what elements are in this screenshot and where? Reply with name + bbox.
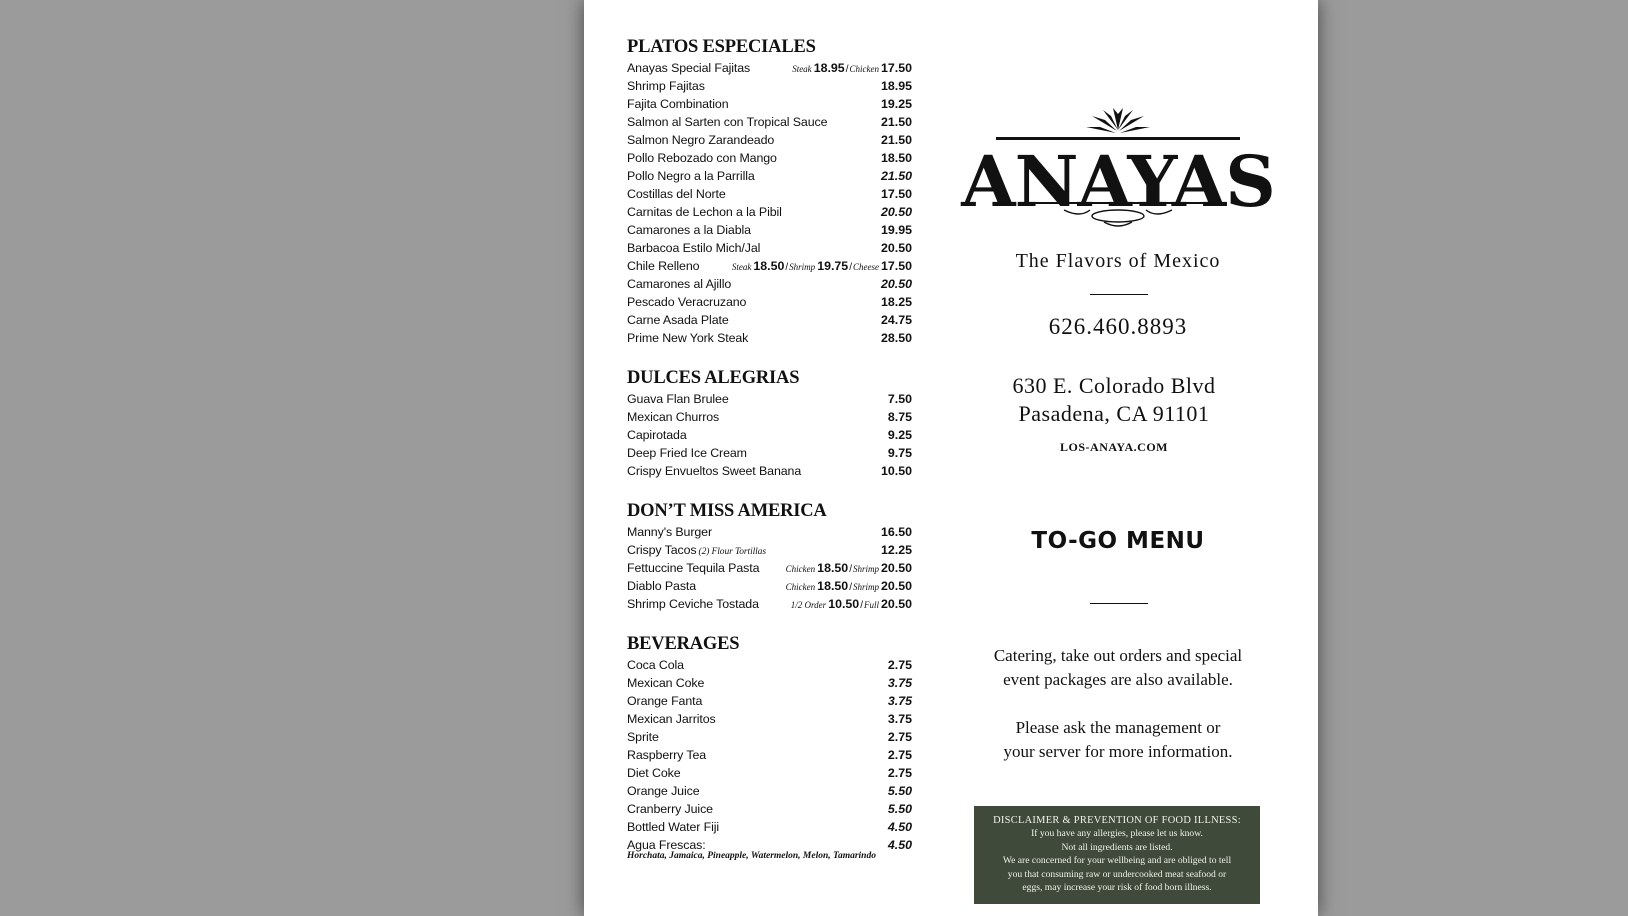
item-name [627,329,748,347]
item-name [627,577,696,595]
item-price: 4.50 [887,820,912,834]
menu-item [627,257,912,275]
section-platos-especiales [627,36,912,347]
item-name-text: Costillas del Norte [627,187,726,201]
to-go-menu-title: TO-GO MENU [1031,528,1205,554]
item-price: 2.75 [887,730,912,744]
item-price: 18.25 [880,295,912,309]
disclaimer-line: Not all ingredients are listed. [1061,841,1173,853]
item-name [627,426,687,444]
item-name-text: Diablo Pasta [627,579,697,593]
item-price: 3.75 [887,712,912,726]
item-name-text: Fettuccine Tequila Pasta [627,561,760,575]
menu-item [627,595,912,613]
item-name [627,221,751,239]
item-name [627,239,760,257]
item-price: 20.50 [880,277,912,291]
item-price: 17.50 [880,187,912,201]
item-name-text: Coca Cola [627,658,684,672]
item-price: 19.95 [880,223,912,237]
phone-number: 626.460.8893 [1048,314,1188,339]
catering-line: Catering, take out orders and special [993,646,1243,665]
option-label: Steak [731,262,752,272]
item-price: 2.75 [887,658,912,672]
option-label: Shrimp [852,564,879,574]
option-price: 17.50 [880,61,912,75]
menu-item [627,167,912,185]
item-name-text: Mexican Jarritos [627,712,716,726]
item-price: 7.50 [887,392,912,406]
address-line1: 630 E. Colorado Blvd [1012,373,1216,398]
item-name-text: Chile Relleno [627,259,700,273]
item-price: 4.50 [887,838,912,852]
item-name-text: Agua Frescas: [627,838,706,852]
item-name [627,764,681,782]
menu-item [627,149,912,167]
menu-item [627,185,912,203]
item-name-text: Sprite [627,730,659,744]
website: LOS-ANAYA.COM [1060,440,1168,454]
item-name-text: Carne Asada Plate [627,313,729,327]
item-name [627,818,719,836]
item-name-text: Pescado Veracruzano [627,295,747,309]
item-name [627,595,759,613]
item-name [627,113,827,131]
option-price: 18.95 [813,61,845,75]
menu-item [627,131,912,149]
item-name-text: Camarones a la Diabla [627,223,751,237]
item-name-text: Crispy Tacos [627,543,697,557]
item-name-text: Fajita Combination [627,97,729,111]
anayas-logo [961,106,1275,235]
item-price: 10.50 [880,464,912,478]
item-name [627,390,729,408]
item-price: 21.50 [880,169,912,183]
item-name [627,149,777,167]
option-price: 20.50 [880,579,912,593]
option-price: 18.50 [817,579,849,593]
item-name [627,77,705,95]
menu-item [627,239,912,257]
menu-column [627,36,912,882]
item-name [627,408,719,426]
item-name-text: Raspberry Tea [627,748,707,762]
item-price: 18.50 [880,151,912,165]
disclaimer-title: DISCLAIMER & PREVENTION OF FOOD ILLNESS: [993,815,1241,826]
ask-line: Please ask the management or [1015,718,1221,737]
item-name [627,167,755,185]
item-name-text: Guava Flan Brulee [627,392,729,406]
item-price-options [732,257,912,277]
option-price: 18.50 [753,259,785,273]
item-name-text: Cranberry Juice [627,802,713,816]
menu-item [627,746,912,764]
item-name-text: Crispy Envueltos Sweet Banana [627,464,802,478]
item-price: 16.50 [880,525,912,539]
option-label: 1/2 Order [790,600,827,610]
menu-item [627,311,912,329]
menu-item [627,426,912,444]
item-name [627,257,699,275]
item-name [627,559,759,577]
item-name [627,203,782,221]
item-price: 2.75 [887,748,912,762]
item-name [627,185,726,203]
menu-item [627,692,912,710]
menu-item [627,113,912,131]
item-price: 28.50 [880,331,912,345]
option-separator: / [849,582,852,593]
item-price: 2.75 [887,766,912,780]
option-price: 20.50 [880,561,912,575]
item-name [627,541,766,561]
menu-item [627,59,912,77]
item-name-text: Orange Fanta [627,694,703,708]
item-name [627,293,746,311]
item-name-text: Carnitas de Lechon a la Pibil [627,205,782,219]
item-price: 20.50 [880,241,912,255]
item-price: 3.75 [887,676,912,690]
option-label: Shrimp [852,582,879,592]
item-name-text: Prime New York Steak [627,331,749,345]
section-beverages [627,633,912,862]
menu-item [627,293,912,311]
menu-item [627,559,912,577]
item-price: 20.50 [880,205,912,219]
divider [1090,294,1148,295]
item-name [627,710,716,728]
option-price: 20.50 [880,597,912,611]
menu-item [627,408,912,426]
tagline: The Flavors of Mexico [1015,250,1221,272]
item-price: 8.75 [887,410,912,424]
disclaimer-line: If you have any allergies, please let us know. [1031,828,1203,840]
option-label: Cheese [852,262,879,272]
menu-item [627,656,912,674]
item-name [627,131,774,149]
menu-item [627,329,912,347]
item-name-text: Pollo Negro a la Parrilla [627,169,755,183]
item-name [627,692,702,710]
menu-item [627,818,912,836]
item-name [627,800,713,818]
option-price: 10.50 [828,597,860,611]
item-name [627,95,729,113]
item-price: 21.50 [880,115,912,129]
menu-item [627,275,912,293]
menu-item [627,577,912,595]
menu-item [627,523,912,541]
item-price: 9.25 [887,428,912,442]
item-name-text: Camarones al Ajillo [627,277,732,291]
svg-text:ANAYAS: ANAYAS [961,140,1275,223]
option-label: Steak [792,64,812,74]
item-name-text: Deep Fried Ice Cream [627,446,747,460]
item-price: 24.75 [880,313,912,327]
menu-item [627,77,912,95]
item-price: 5.50 [887,802,912,816]
section-title: DON’T MISS AMERICA [627,501,827,521]
item-name-text: Shrimp Fajitas [627,79,705,93]
item-name-text: Barbacoa Estilo Mich/Jal [627,241,761,255]
item-name-text: Mexican Churros [627,410,720,424]
option-label: Shrimp [789,262,816,272]
item-subtitle: (2) Flour Tortillas [698,547,766,557]
item-name [627,462,801,480]
item-name-text: Anayas Special Fajitas [627,61,751,75]
item-price: 9.75 [887,446,912,460]
item-name-text: Pollo Rebozado con Mango [627,151,777,165]
item-name [627,523,712,541]
section-title: PLATOS ESPECIALES [627,37,816,57]
address-line2: Pasadena, CA 91101 [1018,401,1210,426]
option-separator: / [845,64,849,75]
item-price: 12.25 [880,543,912,557]
menu-item [627,203,912,221]
menu-item [627,541,912,559]
menu-item [627,444,912,462]
item-price: 21.50 [880,133,912,147]
option-separator: / [860,600,863,611]
menu-item [627,221,912,239]
option-price: 17.50 [880,259,912,273]
disclaimer-line: eggs, may increase your risk of food born illness. [1022,882,1212,894]
item-name-text: Manny's Burger [627,525,712,539]
catering-line: event packages are also available. [1003,670,1233,689]
item-name [627,59,750,77]
item-name [627,656,684,674]
item-name-text: Salmon Negro Zarandeado [627,133,775,147]
option-separator: / [785,262,789,273]
item-name-text: Diet Coke [627,766,681,780]
item-name-text: Salmon al Sarten con Tropical Sauce [627,115,828,129]
section-title: BEVERAGES [627,634,740,654]
option-price: 18.50 [817,561,849,575]
ask-line: your server for more information. [1003,742,1233,761]
item-price-options [791,595,912,615]
item-name-text: Mexican Coke [627,676,705,690]
menu-item [627,764,912,782]
option-separator: / [849,564,852,575]
section-dulces-alegrias [627,367,912,480]
item-price: 5.50 [887,784,912,798]
option-price: 19.75 [817,259,849,273]
item-name-text: Orange Juice [627,784,700,798]
logo-image [961,106,1275,230]
disclaimer-line: you that consuming raw or undercooked meat seafood or [1007,868,1227,880]
item-name [627,746,706,764]
option-label: Full [863,600,879,610]
item-name-text: Capirotada [627,428,687,442]
item-price: 18.95 [880,79,912,93]
item-name [627,275,731,293]
menu-item [627,710,912,728]
menu-item [627,674,912,692]
option-label: Chicken [849,64,879,74]
item-price-options [786,559,912,579]
item-name [627,782,700,800]
section-title: DULCES ALEGRIAS [627,368,800,388]
option-label: Chicken [785,564,816,574]
item-name [627,444,747,462]
divider [1090,603,1148,604]
menu-item [627,728,912,746]
menu-page [584,0,1318,916]
item-name [627,311,729,329]
item-price: 3.75 [887,694,912,708]
item-name [627,728,659,746]
menu-item [627,800,912,818]
menu-item [627,782,912,800]
menu-item [627,462,912,480]
option-label: Chicken [785,582,816,592]
item-price-options [792,59,912,79]
option-separator: / [849,262,852,273]
section-dont-miss-america [627,500,912,613]
item-name-text: Shrimp Ceviche Tostada [627,597,759,611]
ask-info [958,716,1278,764]
item-name [627,674,704,692]
disclaimer-box [974,806,1260,904]
item-price: 19.25 [880,97,912,111]
disclaimer-line: We are concerned for your wellbeing and are obliged to tell [1002,855,1232,867]
catering-info [958,644,1278,692]
agua-frescas-flavors: Horchata, Jamaica, Pineapple, Watermelon, Melon, Tamarindo [627,851,876,861]
menu-item [627,95,912,113]
item-price-options [786,577,912,597]
menu-item [627,390,912,408]
item-name-text: Bottled Water Fiji [627,820,720,834]
